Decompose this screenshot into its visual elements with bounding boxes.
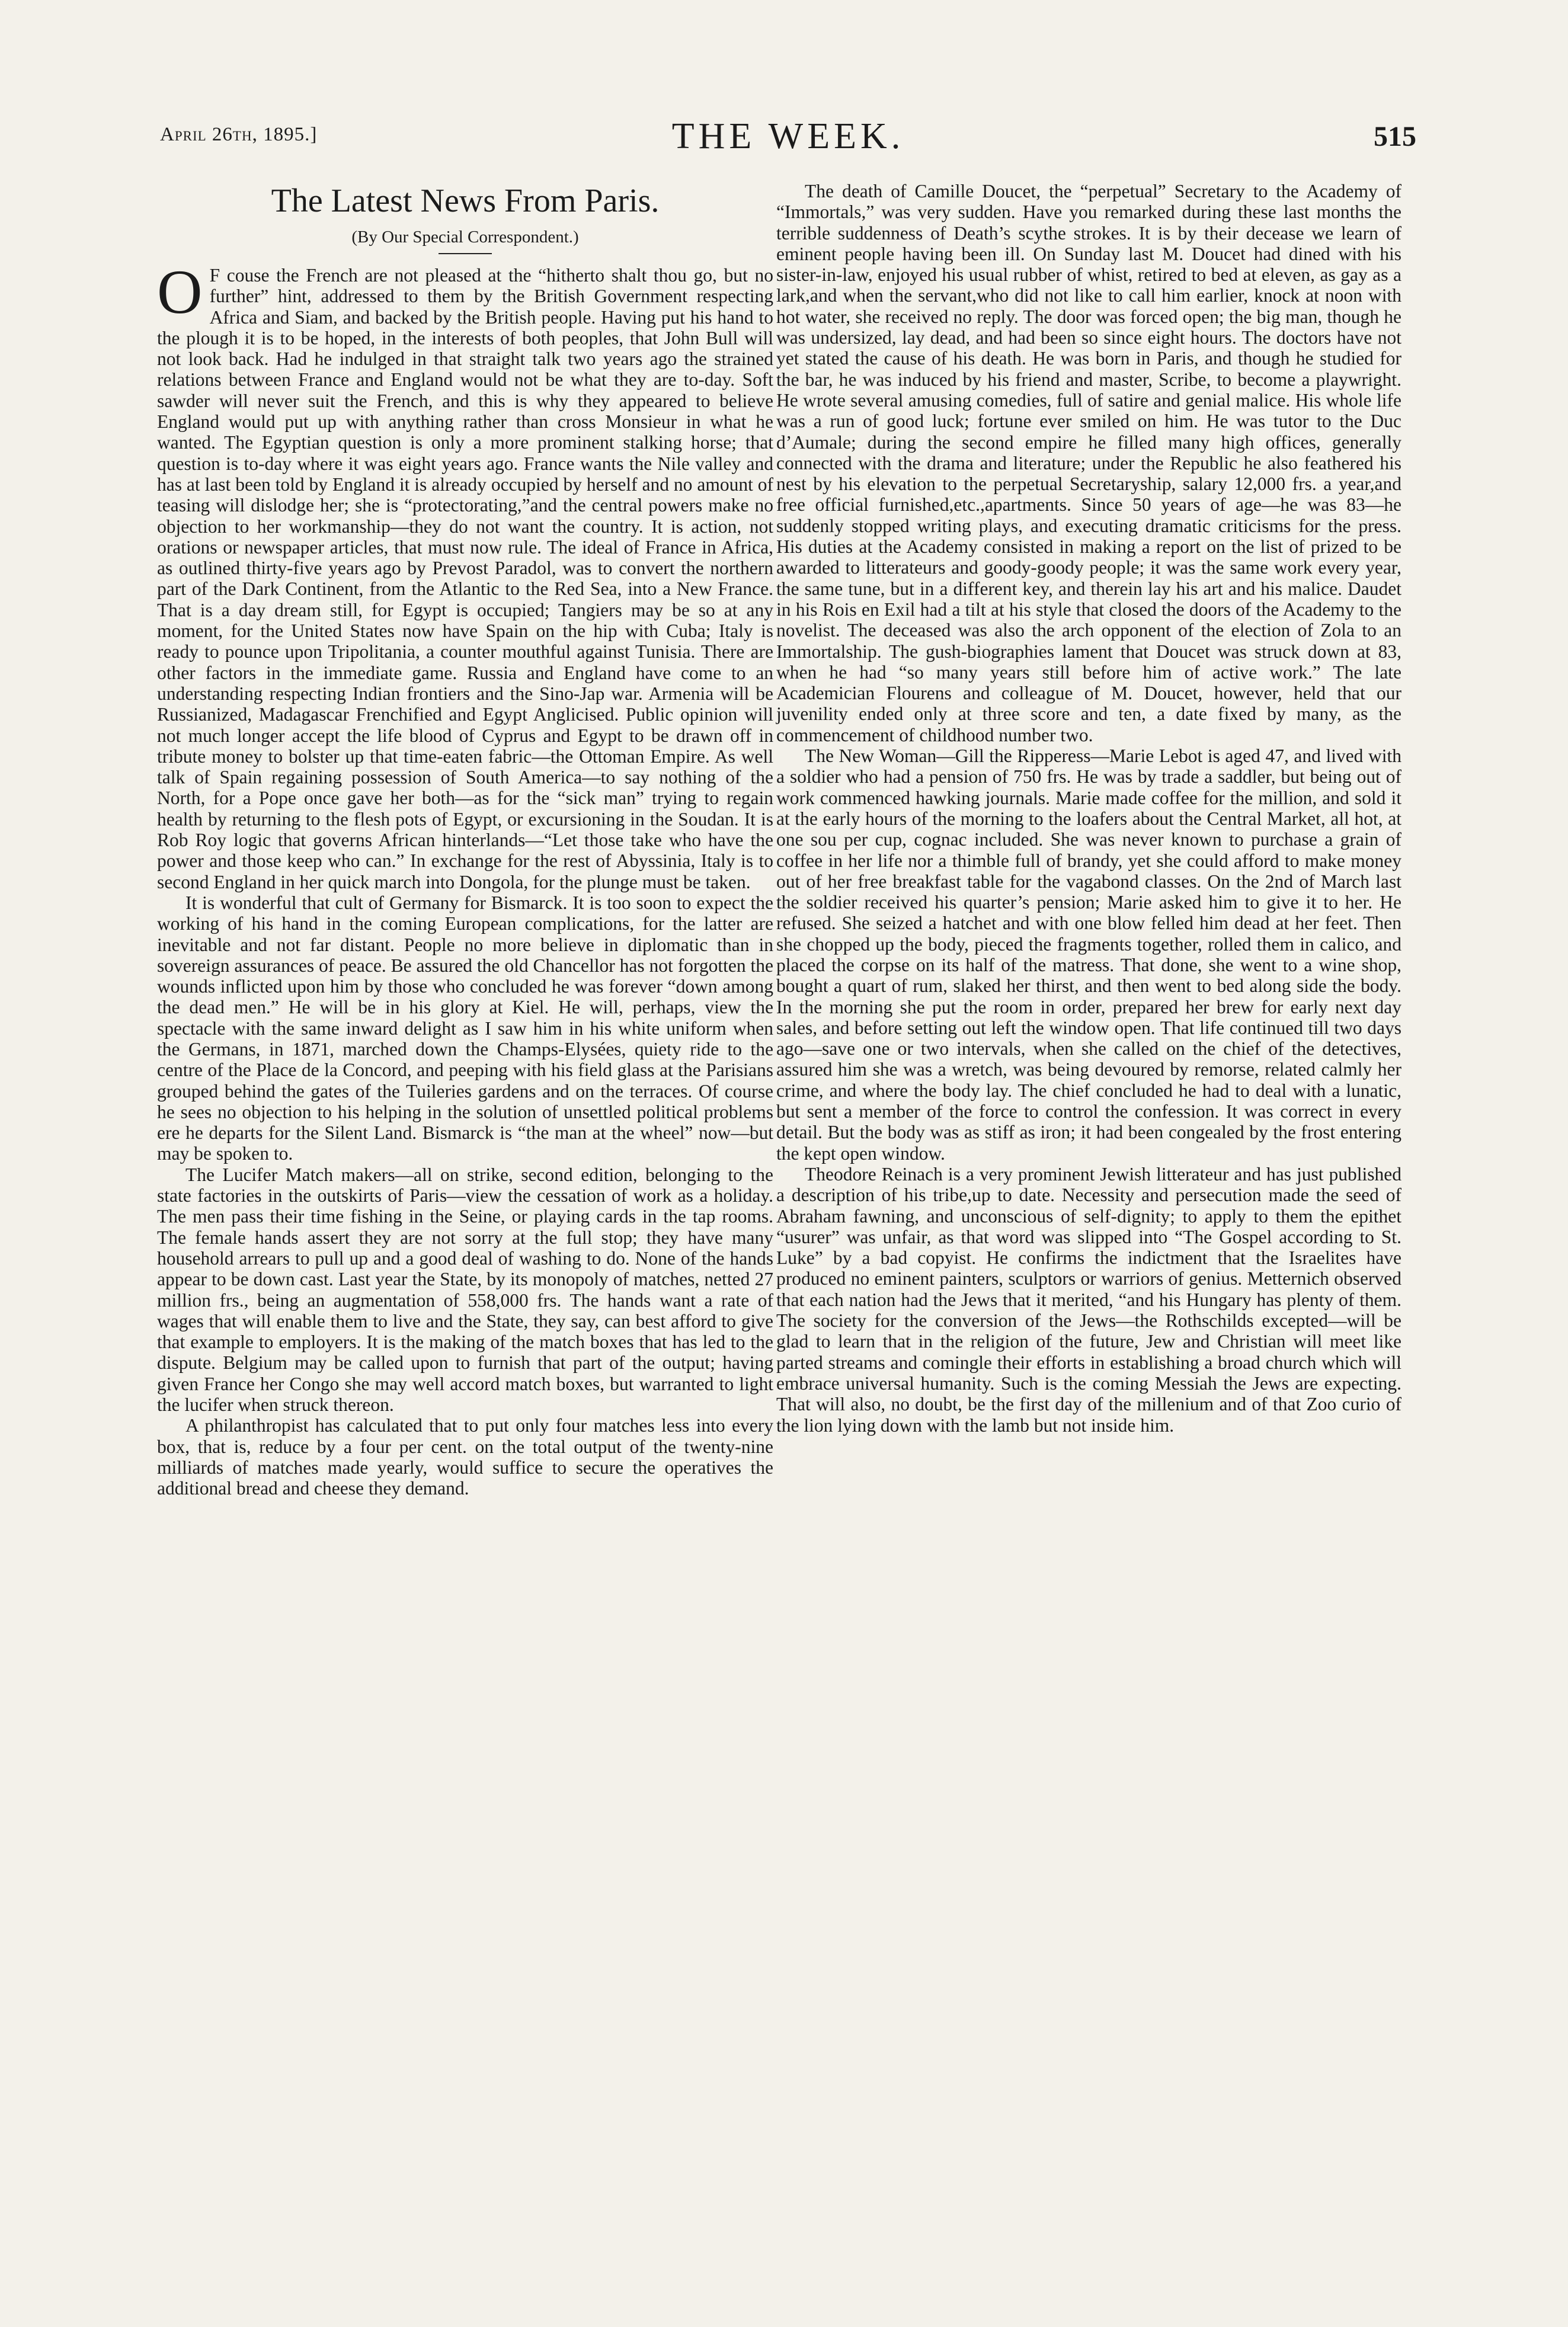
paragraph: It is wonderful that cult of Germany for Bismarck. It is too soon to expect the working of his hand in the coming European complications, for the latter are inevitable and not far distant. People no more believe in diplomatic than in sovereign assurances of peace. Be assured the old Chancellor has not forgotten the wounds inflicted upon him by those who concluded he was forever “down among the dead men.” He will be in his glory at Kiel. He will, perhaps, view the spectacle with the same inward delight as I saw him in his white uniform when the Germans, in 1871, marched down the Champs-Elysées, quiety ride to the centre of the Place de la Concord, and peeping with his field glass at the Parisians grouped behind the gates of the Tuileries gardens and on the terraces. Of course he sees no objection to his helping in the solution of unsettled political problems ere he departs for the Silent Land. Bismarck is “the man at the wheel” now—but may be spoken to. xyxy=(157,892,773,1164)
left-column xyxy=(157,181,773,1499)
paragraph: The New Woman—Gill the Ripperess—Marie Lebot is aged 47, and lived with a soldier who had a pension of 750 frs. He was by trade a saddler, but being out of work commenced hawking journals. Marie made coffee for the million, and sold it at the early hours of the morning to the loafers about the Central Market, all hot, at one sou per cup, cognac included. She was never known to purchase a grain of coffee in her life nor a thimble full of brandy, yet she could afford to make money out of her free breakfast table for the vagabond classes. On the 2nd of March last the soldier received his quarter’s pension; Marie asked him to give it to her. He refused. She seized a hatchet and with one blow felled him dead at her feet. Then she chopped up the body, pieced the fragments together, rolled them in calico, and placed the corpse on its half of the matress. That done, she went to a wine shop, bought a quart of rum, slaked her thirst, and then went to bed along side the body. In the morning she put the room in order, prepared her brew for early next day sales, and before setting out left the window open. That life continued till two days ago—save one or two intervals, when she called on the chief of the detectives, assured him she was a wretch, was being devoured by remorse, related calmly her crime, and where the body lay. The chief concluded he had to deal with a lunatic, but sent a member of the force to control the confession. It was correct in every detail. But the body was as stiff as iron; it had been congealed by the frost entering the kept open window. xyxy=(776,745,1401,1164)
paragraph: O F couse the French are not pleased at the “hitherto shalt thou go, but no further” hint, addressed to them by the British Government respecting Africa and Siam, and backed by the British people. Having put his hand to the plough it is to be hoped, in the interests of both peoples, that John Bull will not look back. Had he indulged in that straight talk two years ago the strained relations between France and England would not be what they are to-day. Soft sawder will never suit the French, and this is why they appeared to believe England would put up with anything rather than cross Monsieur in what he wanted. The Egyptian question is only a more prominent stalking horse; that question is to-day where it was eight years ago. France wants the Nile valley and has at last been told by England it is already occupied by herself and no amount of teasing will dislodge her; she is “protectorating,”and the central powers make no objection to her workmanship—they do not want the country. It is action, not orations or newspaper articles, that must now rule. The ideal of France in Africa, as outlined thirty-five years ago by Prevost Paradol, was to convert the northern part of the Dark Continent, from the Atlantic to the Red Sea, into a New France. That is a day dream still, for Egypt is occupied; Tangiers may be so at any moment, for the United States now have Spain on the hip with Cuba; Italy is ready to pounce upon Tripolitania, a counter mouthful against Tunisia. There are other factors in the immediate game. Russia and England have come to an understanding respecting Indian frontiers and the Sino-Jap war. Armenia will be Russianized, Madagascar Frenchified and Egypt Anglicised. Public opinion will not much longer accept the life blood of Cyprus and Egypt to be drawn off in tribute money to bolster up that time-eaten fabric—the Ottoman Empire. As well talk of Spain regaining possession of South America—to say nothing of the North, for a Pope once gave her both—as for the “sick man” trying to regain health by returning to the flesh pots of Egypt, or excursioning in the Soudan. It is Rob Roy logic that governs African hinterlands—“Let those take who have the power and those keep who can.” In exchange for the rest of Abyssinia, Italy is to second England in her quick march into Dongola, for the plunge must be taken. xyxy=(157,257,773,892)
right-column xyxy=(776,181,1401,1436)
publication-title: THE WEEK. xyxy=(671,116,905,156)
page-header xyxy=(160,116,1416,169)
paragraph: The Lucifer Match makers—all on strike, second edition, belonging to the state factories in the outskirts of Paris—view the cessation of work as a holiday. The men pass their time fishing in the Seine, or playing cards in the tap rooms. The female hands assert they are not sorry at the full stop; they have many household arrears to pull up and a good deal of washing to do. None of the hands appear to be down cast. Last year the State, by its monopoly of matches, netted 27 million frs., being an augmentation of 558,000 frs. The hands want a rate of wages that will enable them to live and the State, they say, can best afford to give that example to employers. It is the making of the match boxes that has led to the dispute. Belgium may be called upon to furnish that part of the output; having given France her Congo she may well accord match boxes, but warranted to light the lucifer when struck thereon. xyxy=(157,1164,773,1416)
paragraph: The death of Camille Doucet, the “perpetual” Secretary to the Academy of “Immortals,” was very sudden. Have you remarked during these last months the terrible suddenness of Death’s scythe strokes. It is by their decease we learn of eminent people having been ill. On Sunday last M. Doucet had dined with his sister-in-law, enjoyed his usual rubber of whist, retired to bed at eleven, as gay as a lark,and when the servant,who did not like to call him earlier, knock at noon with hot water, she received no reply. The door was forced open; the big man, though he was undersized, lay dead, and had been so since eight hours. The doctors have not yet stated the cause of his death. He was born in Paris, and though he studied for the bar, he was induced by his friend and master, Scribe, to become a playwright. He wrote several amusing comedies, full of satire and genial malice. His whole life was a run of good luck; fortune ever smiled on him. He was tutor to the Duc d’Aumale; during the second empire he filled many high offices, generally connected with the drama and literature; under the Republic he also feathered his nest by his elevation to the perpetual Secretaryship, salary 12,000 frs. a year,and free official furnished,etc.,apartments. Since 50 years of age—he was 83—he suddenly stopped writing plays, and executing dramatic criticisms for the press. His duties at the Academy consisted in making a report on the list of prized to be awarded to litterateurs and goody-goody people; it was the same work every year, the same tune, but in a different key, and therein lay his art and his malice. Daudet in his Rois en Exil had a tilt at his style that closed the doors of the Academy to the novelist. The deceased was also the arch opponent of the election of Zola to an Immortalship. The gush-biographies lament that Doucet was struck down at 83, when he had “so many years still before him of active work.” The late Academician Flourens and colleague of M. Doucet, however, held that our juvenility ended only at three score and ten, a date fixed by many, as the commencement of childhood number two. xyxy=(776,181,1401,745)
article-byline: (By Our Special Correspondent.) xyxy=(351,228,579,247)
paragraph: Theodore Reinach is a very prominent Jewish litterateur and has just published a description of his tribe,up to date. Necessity and persecution made the seed of Abraham fawning, and unconscious of self-dignity; to apply to them the epithet “usurer” was unfair, as that word was slipped into “The Gospel according to St. Luke” by a bad copyist. He confirms the indictment that the Israelites have produced no eminent painters, sculptors or warriors of genius. Metternich observed that each nation had the Jews that it merited, “and his Hungary has plenty of them. The society for the conversion of the Jews—the Rothschilds excepted—will be glad to learn that in the religion of the future, Jew and Christian will meet like parted streams and comingle their efforts in establishing a broad church which will embrace universal humanity. Such is the coming Messiah the Jews are expecting. That will also, no doubt, be the first day of the millenium and of that Zoo curio of the lion lying down with the lamb but not inside him. xyxy=(776,1163,1401,1436)
title-rule xyxy=(439,253,492,254)
page-number: 515 xyxy=(1374,121,1416,152)
drop-cap: O xyxy=(157,257,203,327)
paragraph: A philanthropist has calculated that to put only four matches less into every box, that is, reduce by a four per cent. on the total output of the twenty-nine milliards of matches made yearly, would suffice to secure the operatives the additional bread and cheese they demand. xyxy=(157,1415,773,1499)
issue-date: April 26th, 1895.] xyxy=(160,124,318,145)
article-title: The Latest News From Paris. xyxy=(271,183,660,219)
